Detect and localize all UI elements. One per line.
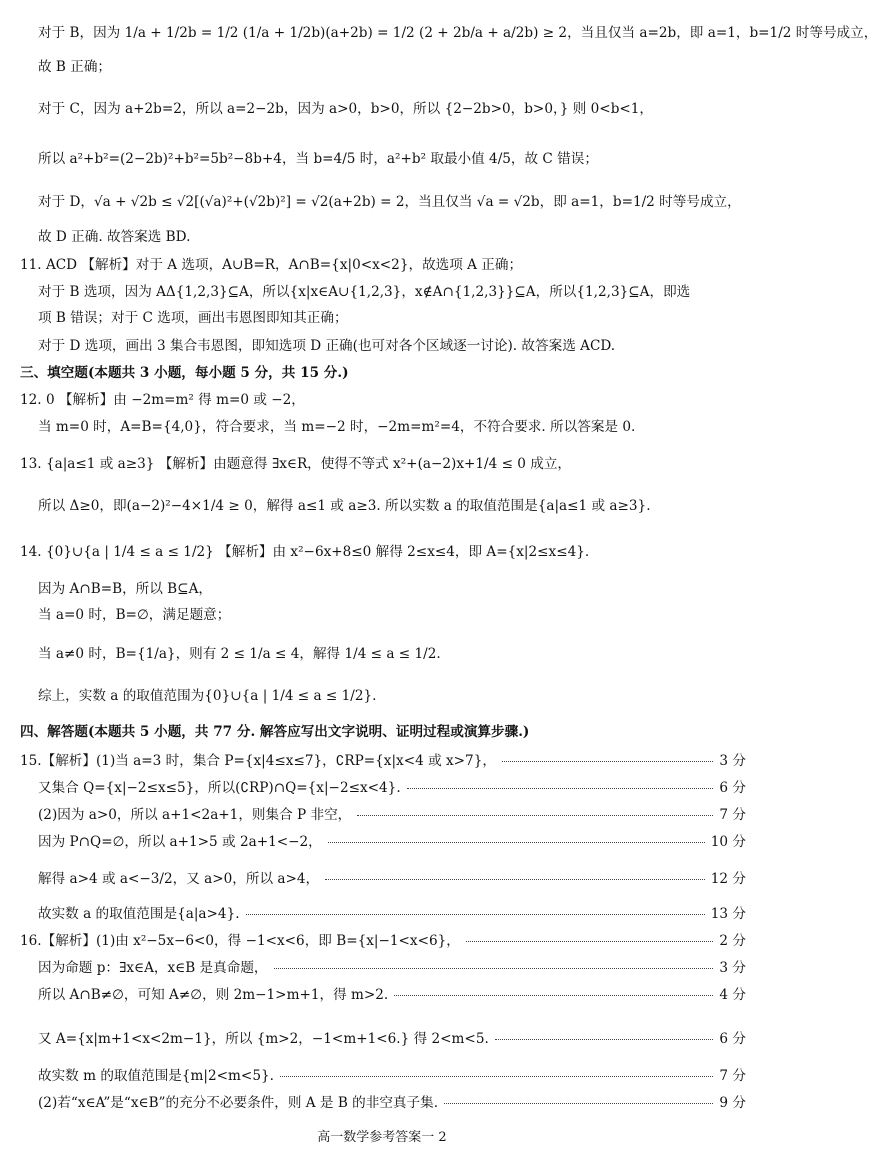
question-13: 13. {a|a≤1 或 a≥3} 【解析】由题意得 ∃x∈R，使得不等式 x²+(a−2)x+1/4 ≤ 0 成立，: [20, 456, 572, 472]
scored-line: [38, 1094, 746, 1112]
step-points: 7 分: [719, 1068, 746, 1084]
scored-line: [38, 806, 746, 824]
dot-leader: [444, 1103, 713, 1104]
text-line: 因为 A∩B=B，所以 B⊆A，: [38, 581, 212, 597]
text-line: 对于 B，因为 1/a + 1/2b = 1/2 (1/a + 1/2b)(a+2b) = 1/2 (2 + 2b/a + a/2b) ≥ 2，当且仅当 a=2b，即 a=1，b=1/2 时等号成立，: [38, 25, 877, 41]
dot-leader: [407, 788, 714, 789]
text-line: 所以 a²+b²=(2−2b)²+b²=5b²−8b+4，当 b=4/5 时，a²+b² 取最小值 4/5，故 C 错误；: [38, 151, 598, 167]
step-text: 又集合 Q={x|−2≤x≤5}，所以(∁RP)∩Q={x|−2≤x<4}.: [38, 780, 401, 796]
step-text: 又 A={x|m+1<x<2m−1}，所以 {m>2，−1<m+1<6.} 得 2<m<5.: [38, 1031, 489, 1047]
text-line: 综上，实数 a 的取值范围为{0}∪{a | 1/4 ≤ a ≤ 1/2}.: [38, 688, 377, 704]
text-line: 当 a≠0 时，B={1/a}，则有 2 ≤ 1/a ≤ 4，解得 1/4 ≤ a ≤ 1/2.: [38, 646, 441, 662]
scored-line: [20, 752, 746, 770]
step-points: 4 分: [719, 987, 746, 1003]
step-text: (2)若“x∈A”是“x∈B”的充分不必要条件，则 A 是 B 的非空真子集.: [38, 1095, 439, 1111]
step-points: 13 分: [710, 906, 746, 922]
text-line: 项 B 错误；对于 C 选项，画出韦恩图即知其正确；: [38, 310, 348, 326]
dot-leader: [328, 842, 705, 843]
step-points: 3 分: [719, 753, 746, 769]
step-text: 解得 a>4 或 a<−3/2，又 a>0，所以 a>4，: [38, 871, 320, 887]
text-line: 故 B 正确；: [38, 59, 112, 75]
step-points: 2 分: [719, 933, 746, 949]
section-heading-answers: 四、解答题(本题共 5 小题，共 77 分. 解答应写出文字说明、证明过程或演算步骤.): [20, 724, 530, 740]
text-line: 对于 B 选项，因为 AΔ{1,2,3}⊆A，所以{x|x∈A∪{1,2,3}，x∉A∩{1,2,3}}⊆A，所以{1,2,3}⊆A，即选: [38, 284, 691, 300]
step-text: (2)因为 a>0，所以 a+1<2a+1，则集合 P 非空，: [38, 807, 352, 823]
scored-line: [38, 1067, 746, 1085]
scored-line: [38, 870, 746, 888]
step-text: 故实数 a 的取值范围是{a|a>4}.: [38, 906, 240, 922]
text-line: 当 m=0 时，A=B={4,0}，符合要求，当 m=−2 时，−2m=m²=4，不符合要求. 所以答案是 0.: [38, 419, 636, 435]
scored-line: [38, 905, 746, 923]
step-text: 16.【解析】(1)由 x²−5x−6<0，得 −1<x<6，即 B={x|−1<x<6}，: [20, 933, 460, 949]
dot-leader: [394, 995, 713, 996]
scored-line: [20, 932, 746, 950]
text-line: 故 D 正确. 故答案选 BD.: [38, 229, 191, 245]
dot-leader: [246, 914, 705, 915]
step-points: 10 分: [710, 834, 746, 850]
question-11: 11. ACD 【解析】对于 A 选项，A∪B=R，A∩B={x|0<x<2}，故选项 A 正确；: [20, 257, 523, 273]
question-12: 12. 0 【解析】由 −2m=m² 得 m=0 或 −2，: [20, 392, 305, 408]
dot-leader: [357, 815, 713, 816]
dot-leader: [274, 968, 714, 969]
step-text: 因为命题 p：∃x∈A，x∈B 是真命题，: [38, 960, 268, 976]
dot-leader: [325, 879, 705, 880]
page-footer: 高一数学参考答案一 2: [317, 1130, 447, 1145]
step-points: 12 分: [710, 871, 746, 887]
text-line: 当 a=0 时，B=∅，满足题意；: [38, 607, 231, 623]
text-line: 对于 C，因为 a+2b=2，所以 a=2−2b，因为 a>0，b>0，所以 {2−2b>0，b>0，} 则 0<b<1，: [38, 101, 654, 117]
step-points: 6 分: [719, 780, 746, 796]
text-line: 所以 Δ≥0，即(a−2)²−4×1/4 ≥ 0，解得 a≤1 或 a≥3. 所以实数 a 的取值范围是{a|a≤1 或 a≥3}.: [38, 498, 651, 514]
scored-line: [38, 833, 746, 851]
step-points: 6 分: [719, 1031, 746, 1047]
text-line: 对于 D，√a + √2b ≤ √2[(√a)²+(√2b)²] = √2(a+2b) = 2，当且仅当 √a = √2b，即 a=1，b=1/2 时等号成立，: [38, 194, 741, 210]
step-text: 故实数 m 的取值范围是{m|2<m<5}.: [38, 1068, 274, 1084]
step-points: 3 分: [719, 960, 746, 976]
scored-line: [38, 1030, 746, 1048]
scored-line: [38, 986, 746, 1004]
step-points: 9 分: [719, 1095, 746, 1111]
text-line: 对于 D 选项，画出 3 集合韦恩图，即知选项 D 正确(也可对各个区域逐一讨论). 故答案选 ACD.: [38, 338, 616, 354]
question-14: 14. {0}∪{a | 1/4 ≤ a ≤ 1/2} 【解析】由 x²−6x+8≤0 解得 2≤x≤4，即 A={x|2≤x≤4}.: [20, 544, 590, 560]
dot-leader: [495, 1039, 714, 1040]
dot-leader: [466, 941, 714, 942]
scored-line: [38, 779, 746, 797]
scored-line: [38, 959, 746, 977]
step-text: 因为 P∩Q=∅，所以 a+1>5 或 2a+1<−2，: [38, 834, 322, 850]
step-text: 15.【解析】(1)当 a=3 时，集合 P={x|4≤x≤7}，∁RP={x|x<4 或 x>7}，: [20, 753, 496, 769]
dot-leader: [502, 761, 713, 762]
step-text: 所以 A∩B≠∅，可知 A≠∅，则 2m−1>m+1，得 m>2.: [38, 987, 389, 1003]
dot-leader: [280, 1076, 713, 1077]
section-heading-fill-in: 三、填空题(本题共 3 小题，每小题 5 分，共 15 分.): [20, 365, 349, 381]
step-points: 7 分: [719, 807, 746, 823]
